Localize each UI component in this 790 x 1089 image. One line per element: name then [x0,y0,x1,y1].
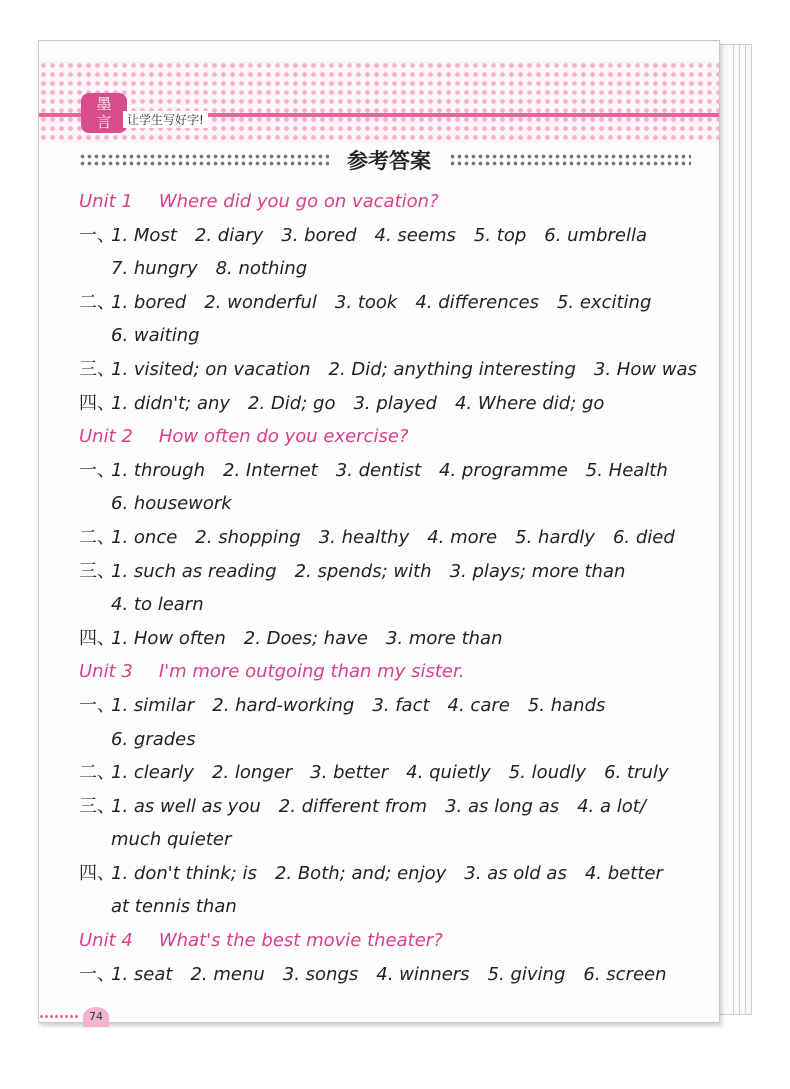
answer-line [79,387,719,421]
answer-item: 2. menu [190,963,265,985]
brand-slogan: 让学生写好字! [123,111,208,128]
answer-item: 3. How was [593,358,697,380]
page-number: 74 [83,1007,109,1027]
answer-line [79,958,719,992]
answer-list [79,185,719,991]
answer-item: 4. winners [376,963,470,985]
answer-item: 1. clearly [111,762,194,784]
section-marker: 一、 [79,963,115,985]
unit-heading [79,185,719,219]
answer-item: 5. hands [527,694,606,716]
answer-line [79,823,719,857]
answer-item: 3. songs [282,963,359,985]
book-page [38,40,720,1023]
answer-line [79,521,719,555]
answer-item: 1. didn't; any [111,392,231,414]
answer-item: 1. don't think; is [111,862,257,884]
answer-item: 3. fact [372,694,430,716]
answer-line [79,286,719,320]
answer-item: 2. Does; have [243,627,368,649]
answer-line [79,857,719,891]
answer-item: 2. Did; go [248,392,336,414]
answer-item: 3. played [353,392,437,414]
answer-item: 5. top [473,224,527,246]
section-marker: 一、 [79,694,115,716]
answer-item: 2. shopping [195,526,301,548]
answer-item: 3. took [334,291,398,313]
answer-item: 3. plays; more than [449,560,626,582]
answer-item: 1. Most [111,224,177,246]
answer-line [79,555,719,589]
section-marker: 四、 [79,392,115,414]
unit-title: Where did you go on vacation? [158,191,439,212]
section-marker: 三、 [79,358,115,380]
section-marker: 三、 [79,795,115,817]
answer-item: 4. to learn [111,594,204,616]
logo-char-top: 墨 [96,95,112,113]
answer-item: 2. wonderful [204,291,317,313]
answer-item: 5. exciting [556,291,652,313]
answer-item: 2. Internet [223,459,318,481]
unit-title: How often do you exercise? [158,426,409,448]
brand-logo [81,93,127,133]
answer-item: 1. How often [111,627,226,649]
unit-label: Unit 1 [79,191,133,212]
answer-item: 1. once [111,526,178,548]
section-marker: 四、 [79,627,115,649]
answer-item: 3. as old as [464,862,567,884]
answer-item: 2. diary [194,224,264,246]
answer-item: 6. grades [111,728,196,750]
answer-line [79,588,719,622]
answer-item: 4. differences [415,291,539,313]
answer-item: at tennis than [111,896,237,918]
answer-item: 6. truly [604,762,669,784]
section-marker: 二、 [79,291,115,313]
answer-item: 4. seems [374,224,456,246]
answer-line [79,454,719,488]
title-dots-left [79,153,329,167]
answer-item: 5. giving [487,963,566,985]
answer-item: much quieter [111,829,232,851]
unit-label: Unit 4 [79,930,133,952]
answer-item: 1. as well as you [111,795,261,817]
answer-item: 6. waiting [111,325,200,347]
answer-item: 4. quietly [406,762,491,784]
answer-item: 6. housework [111,493,232,515]
answer-item: 5. loudly [508,762,587,784]
header-dot-band [39,61,719,143]
section-marker: 一、 [79,459,115,481]
answer-item: 5. Health [585,459,668,481]
unit-label: Unit 3 [79,661,133,683]
unit-title: What's the best movie theater? [158,930,443,952]
answer-item: 4. better [584,862,663,884]
answer-item: 6. umbrella [544,224,648,246]
section-marker: 三、 [79,560,115,582]
section-marker: 二、 [79,762,115,784]
answer-line [79,689,719,723]
answer-item: 2. hard-working [212,694,355,716]
answer-line [79,353,719,387]
unit-label: Unit 2 [79,426,133,448]
answer-item: 4. programme [439,459,568,481]
answer-item: 3. dentist [335,459,422,481]
answer-item: 3. healthy [318,526,410,548]
answer-item: 2. spends; with [294,560,432,582]
answer-item: 5. hardly [515,526,595,548]
logo-char-bottom: 言 [96,113,112,131]
unit-heading [79,420,719,454]
answer-item: 1. visited; on vacation [111,358,311,380]
footer-dots [39,1014,79,1020]
answer-item: 6. screen [583,963,667,985]
answer-line [79,790,719,824]
answer-line [79,756,719,790]
unit-heading [79,924,719,958]
answer-item: 2. longer [211,762,293,784]
section-marker: 二、 [79,526,115,548]
answer-line [79,890,719,924]
answer-item: 7. hungry [111,258,198,280]
answer-item: 1. through [111,459,206,481]
answer-item: 3. more than [385,627,503,649]
answer-item: 2. Did; anything interesting [328,358,576,380]
answer-item: 4. a lot/ [577,795,646,817]
answer-item: 4. care [447,694,510,716]
answer-item: 6. died [612,526,675,548]
title-row [79,145,691,175]
answer-item: 2. different from [278,795,428,817]
section-marker: 四、 [79,862,115,884]
answer-item: 1. such as reading [111,560,277,582]
answer-item: 1. seat [111,963,173,985]
answer-item: 8. nothing [215,258,308,280]
answer-item: 3. as long as [445,795,560,817]
answer-item: 1. similar [111,694,195,716]
unit-title: I'm more outgoing than my sister. [158,661,465,683]
page-title: 参考答案 [347,149,431,173]
answer-item: 3. better [310,762,389,784]
unit-heading [79,655,719,689]
answer-line [79,622,719,656]
section-marker: 一、 [79,224,115,246]
title-dots-right [449,153,691,167]
answer-line [79,219,719,253]
answer-item: 1. bored [111,291,187,313]
answer-line [79,319,719,353]
answer-line [79,487,719,521]
answer-item: 4. Where did; go [454,392,605,414]
answer-line [79,252,719,286]
answer-item: 2. Both; and; enjoy [274,862,447,884]
answer-item: 3. bored [281,224,357,246]
answer-item: 4. more [427,526,498,548]
answer-line [79,723,719,757]
